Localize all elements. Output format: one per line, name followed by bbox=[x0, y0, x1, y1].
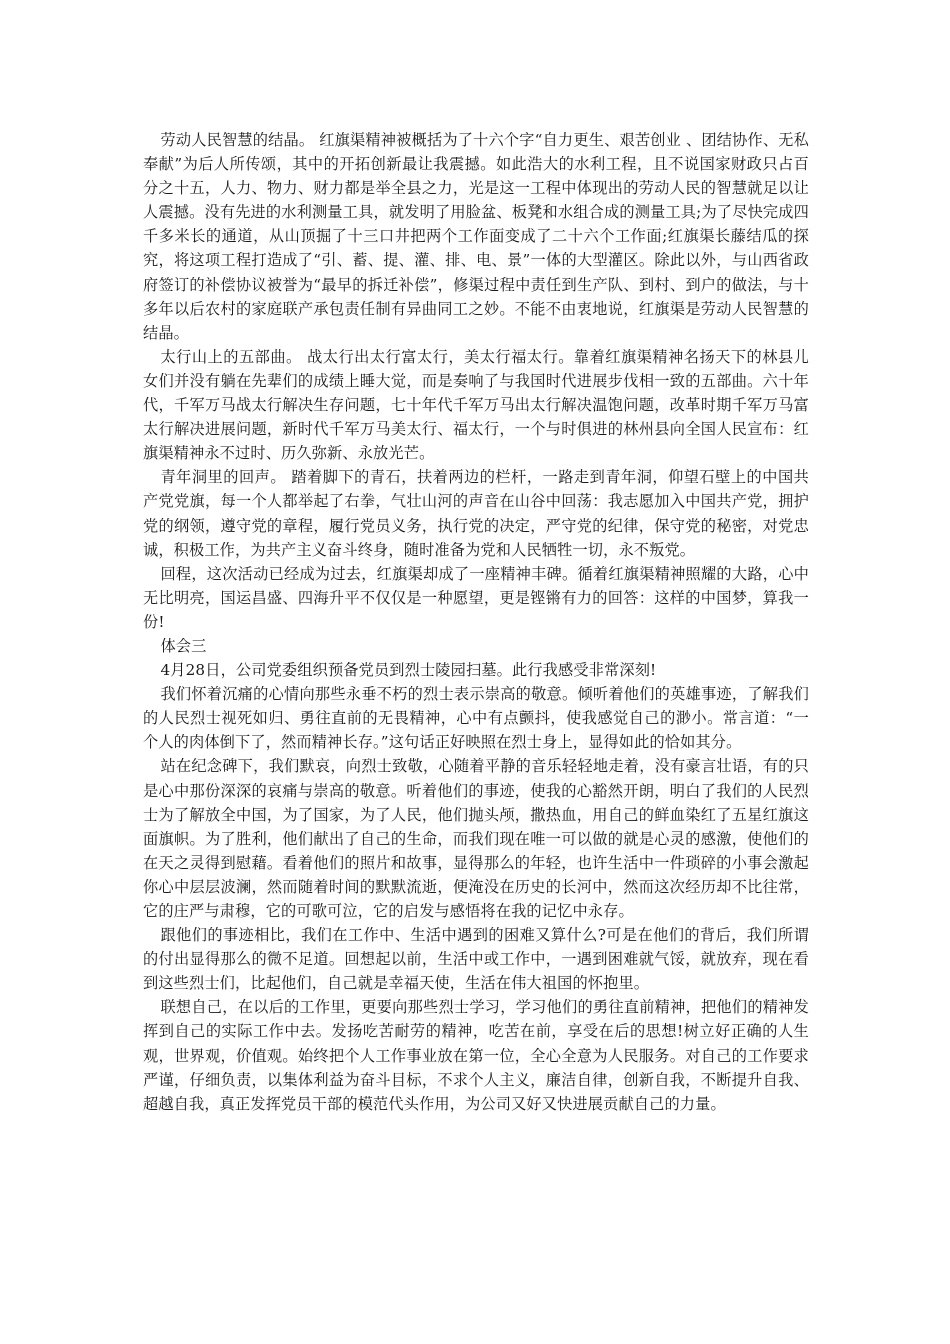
paragraph-compare: 跟他们的事迹相比，我们在工作中、生活中遇到的困难又算什么?可是在他们的背后，我们所谓的付出显得那么的微不足道。回想起以前，生活中或工作中，一遇到困难就气馁，就放弃，现在看到这些烈士们，比起他们，自己就是幸福天使，生活在伟大祖国的怀抱里。 bbox=[143, 926, 809, 993]
paragraph-resolve: 联想自己，在以后的工作里，更要向那些烈士学习，学习他们的勇往直前精神，把他们的精神发挥到自己的实际工作中去。发扬吃苦耐劳的精神，吃苦在前，享受在后的思想!树立好正确的人生观，世界观，价值观。始终把个人工作事业放在第一位，全心全意为人民服务。对自己的工作要求严谨，仔细负责，以集体利益为奋斗目标，不求个人主义，廉洁自律，创新自我，不断提升自我、超越自我，真正发挥党员干部的模范代头作用，为公司又好又快进展贡献自己的力量。 bbox=[143, 998, 809, 1113]
section-heading-experience-three: 体会三 bbox=[160, 636, 207, 655]
document-body bbox=[143, 128, 809, 1116]
paragraph-monument: 站在纪念碑下，我们默哀，向烈士致敬，心随着平静的音乐轻轻地走着，没有豪言壮语，有的只是心中那份深深的哀痛与崇高的敬意。听着他们的事迹，使我的心豁然开朗，明白了我们的人民烈士为了解放全中国，为了国家，为了人民，他们抛头颅，撒热血，用自己的鲜血染红了五星红旗这面旗帜。为了胜利，他们献出了自己的生命，而我们现在唯一可以做的就是心灵的感激，使他们的在天之灵得到慰藉。看着他们的照片和故事，显得那么的年轻，也许生活中一件琐碎的小事会激起你心中层层波澜，然而随着时间的默默流逝，便淹没在历史的长河中，然而这次经历却不比往常，它的庄严与肃穆，它的可歌可泣，它的启发与感悟将在我的记忆中永存。 bbox=[143, 757, 809, 920]
paragraph-return: 回程，这次活动已经成为过去，红旗渠却成了一座精神丰碑。循着红旗渠精神照耀的大路，心中无比明亮，国运昌盛、四海升平不仅仅是一种愿望，更是铿锵有力的回答：这样的中国梦，算我一份! bbox=[143, 564, 809, 631]
paragraph-tribute: 我们怀着沉痛的心情向那些永垂不朽的烈士表示崇高的敬意。倾听着他们的英雄事迹，了解我们的人民烈士视死如归、勇往直前的无畏精神，心中有点颤抖，使我感觉自己的渺小。常言道：“一个人的肉体倒下了，然而精神长存。”这句话正好映照在烈士身上，显得如此的恰如其分。 bbox=[143, 685, 809, 752]
paragraph-date-visit: 4月28日，公司党委组织预备党员到烈士陵园扫墓。此行我感受非常深刻! bbox=[160, 661, 657, 680]
paragraph-five-movements: 太行山上的五部曲。 战太行出太行富太行，美太行福太行。靠着红旗渠精神名扬天下的林县儿女们并没有躺在先辈们的成绩上睡大觉，而是奏响了与我国时代进展步伐相一致的五部曲。六十年代，千军万马战太行解决生存问题，七十年代千军万马出太行解决温饱问题，改革时期千军万马富太行解决进展问题，新时代千军万马美太行、福太行，一个与时俱进的林州县向全国人民宣布：红旗渠精神永不过时、历久弥新、永放光芒。 bbox=[143, 347, 809, 463]
paragraph-wisdom: 劳动人民智慧的结晶。 红旗渠精神被概括为了十六个字“自力更生、艰苦创业 、团结协作、无私奉献”为后人所传颂，其中的开拓创新最让我震撼。如此浩大的水利工程，且不说国家财政只占百分之十五，人力、物力、财力都是举全县之力，光是这一工程中体现出的劳动人民的智慧就足以让人震撼。没有先进的水利测量工具，就发明了用脸盆、板凳和水组合成的测量工具;为了尽快完成四千多米长的通道，从山顶掘了十三口井把两个工作面变成了二十六个工作面;红旗渠长藤结瓜的探究，将这项工程打造成了“引、蓄、提、灌、排、电、景”一体的大型灌区。除此以外，与山西省政府签订的补偿协议被誉为“最早的拆迁补偿”，修渠过程中责任到生产队、到村、到户的做法，与十多年以后农村的家庭联产承包责任制有异曲同工之妙。不能不由衷地说，红旗渠是劳动人民智慧的结晶。 bbox=[143, 131, 809, 342]
paragraph-youth-cave: 青年洞里的回声。 踏着脚下的青石，扶着两边的栏杆，一路走到青年洞，仰望石壁上的中国共产党党旗，每一个人都举起了右拳，气壮山河的声音在山谷中回荡：我志愿加入中国共产党，拥护党的纲领，遵守党的章程，履行党员义务，执行党的决定，严守党的纪律，保守党的秘密，对党忠诚，积极工作，为共产主义奋斗终身，随时准备为党和人民牺牲一切，永不叛党。 bbox=[143, 468, 809, 559]
